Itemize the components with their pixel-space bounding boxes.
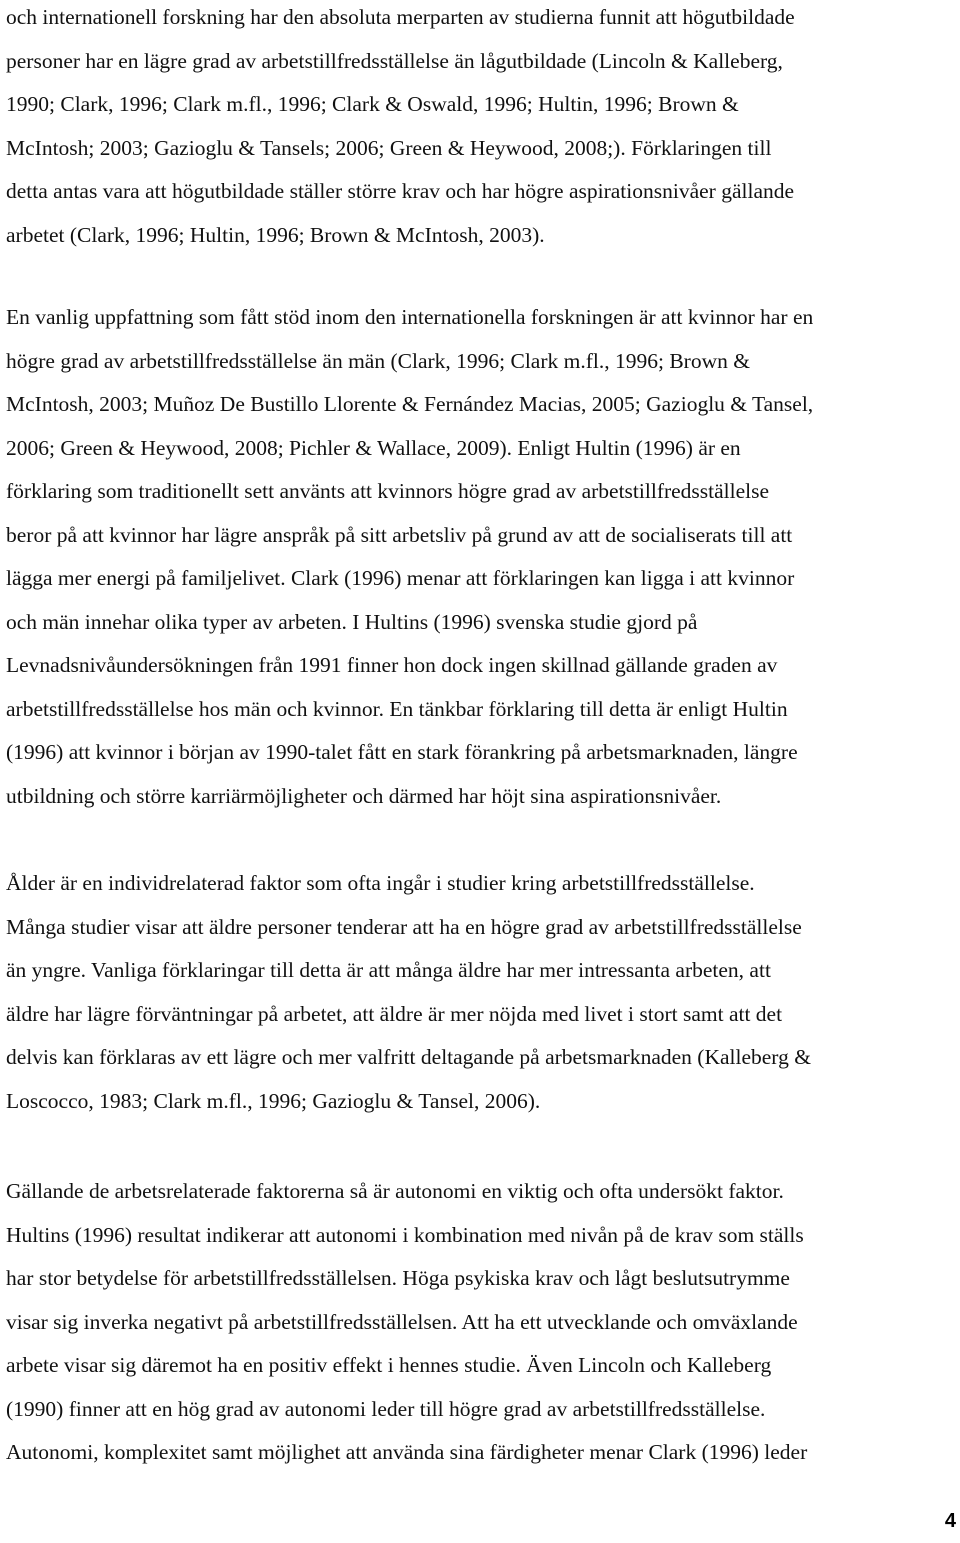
text-line: förklaring som traditionellt sett använts att kvinnors högre grad av arbetstillfredsställelse [6,479,770,503]
text-line: arbetstillfredsställelse hos män och kvinnor. En tänkbar förklaring till detta är enligt Hultin [6,696,788,721]
text-line: Ålder är en individrelaterad faktor som ofta ingår i studier kring arbetstillfredsställelse. [6,871,755,895]
text-line: utbildning och större karriärmöjligheter och därmed har höjt sina aspirationsnivåer. [6,783,722,808]
text-line: delvis kan förklaras av ett lägre och mer valfritt deltagande på arbetsmarknaden (Kalleberg & [6,1045,811,1069]
text-line: (1990) finner att en hög grad av autonomi leder till högre grad av arbetstillfredsställelse. [6,1396,766,1421]
text-line: visar sig inverka negativt på arbetstillfredsställelsen. Att ha ett utvecklande och omväxlande [6,1309,798,1334]
text-line: Loscocco, 1983; Clark m.fl., 1996; Gazioglu & Tansel, 2006). [6,1088,541,1113]
text-line: beror på att kvinnor har lägre anspråk på sitt arbetsliv på grund av att de socialiserats till att [6,522,793,547]
text-line: McIntosh; 2003; Gazioglu & Tansels; 2006; Green & Heywood, 2008;). Förklaringen till [6,135,772,160]
text-line: har stor betydelse för arbetstillfredsställelsen. Höga psykiska krav och lågt beslutsutrymme [6,1266,790,1290]
text-line: Hultins (1996) resultat indikerar att autonomi i kombination med nivån på de krav som ställs [6,1222,804,1247]
text-line: En vanlig uppfattning som fått stöd inom den internationella forskningen är att kvinnor har en [6,305,814,329]
paragraph-age [6,862,956,1123]
text-line: personer har en lägre grad av arbetstillfredsställelse än lågutbildade (Lincoln & Kalleberg, [6,48,783,73]
text-line: Många studier visar att äldre personer tenderar att ha en högre grad av arbetstillfredsställelse [6,914,802,939]
text-line: McIntosh, 2003; Muñoz De Bustillo Llorente & Fernández Macias, 2005; Gazioglu & Tansel, [6,392,814,416]
text-line: lägga mer energi på familjelivet. Clark (1996) menar att förklaringen kan ligga i att kvinnor [6,566,795,590]
paragraph-autonomy [6,1170,956,1475]
text-line: 1990; Clark, 1996; Clark m.fl., 1996; Clark & Oswald, 1996; Hultin, 1996; Brown & [6,92,739,116]
text-line: 2006; Green & Heywood, 2008; Pichler & Wallace, 2009). Enligt Hultin (1996) är en [6,435,741,460]
paragraph-education [6,0,956,257]
paragraph-gender [6,296,956,818]
text-line: Gällande de arbetsrelaterade faktorerna så är autonomi en viktig och ofta undersökt faktor. [6,1179,784,1203]
text-line: högre grad av arbetstillfredsställelse än män (Clark, 1996; Clark m.fl., 1996; Brown & [6,348,750,373]
text-line: (1996) att kvinnor i början av 1990-talet fått en stark förankring på arbetsmarknaden, längre [6,740,798,764]
page-number: 4 [944,1510,956,1532]
text-line: arbete visar sig däremot ha en positiv effekt i hennes studie. Även Lincoln och Kalleberg [6,1353,772,1377]
text-line: detta antas vara att högutbildade ställer större krav och har högre aspirationsnivåer gällande [6,179,795,203]
text-line: och internationell forskning har den absoluta merparten av studierna funnit att högutbildade [6,5,795,29]
text-line: än yngre. Vanliga förklaringar till detta är att många äldre har mer intressanta arbeten, att [6,958,771,982]
text-line: arbetet (Clark, 1996; Hultin, 1996; Brown & McIntosh, 2003). [6,222,545,247]
text-line: äldre har lägre förväntningar på arbetet, att äldre är mer nöjda med livet i stort samt att det [6,1001,783,1026]
text-line: Autonomi, komplexitet samt möjlighet att använda sina färdigheter menar Clark (1996) leder [6,1440,808,1464]
text-line: och män innehar olika typer av arbeten. I Hultins (1996) svenska studie gjord på [6,609,698,634]
text-line: Levnadsnivåundersökningen från 1991 finner hon dock ingen skillnad gällande graden av [6,653,778,677]
